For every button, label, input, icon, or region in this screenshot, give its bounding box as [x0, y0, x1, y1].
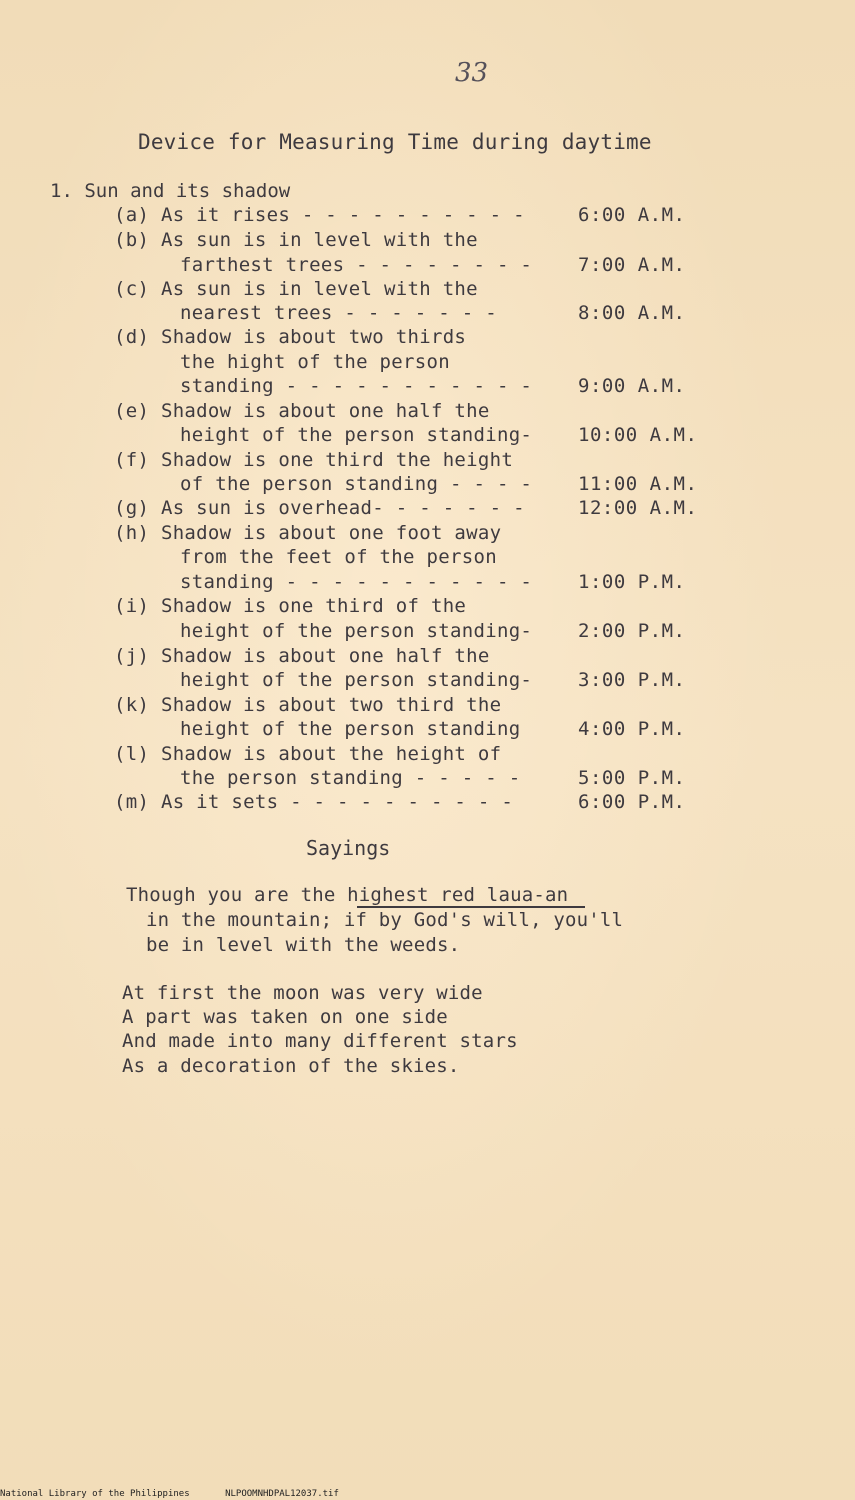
entry-time: 8:00 A.M. — [578, 302, 686, 324]
entry-description: (e) Shadow is about one half the — [114, 400, 490, 422]
entry-time: 10:00 A.M. — [578, 424, 698, 446]
saying-1-line: Though you are the highest red laua-an — [126, 884, 569, 906]
footer-filename: NLPOOMNHDPAL12037.tif — [225, 1489, 339, 1499]
saying-2-line: At first the moon was very wide — [122, 982, 483, 1004]
saying-1-line: be in level with the weeds. — [146, 934, 461, 956]
entry-description-continued: standing - - - - - - - - - - - — [180, 571, 533, 593]
entry-description-continued: nearest trees - - - - - - - — [180, 302, 497, 324]
entry-description: (f) Shadow is one third the height — [114, 449, 514, 471]
saying-2-line: As a decoration of the skies. — [122, 1055, 460, 1077]
entry-description: (l) Shadow is about the height of — [114, 743, 502, 765]
saying-2-line: And made into many different stars — [122, 1030, 518, 1052]
entry-description: (h) Shadow is about one foot away — [114, 522, 502, 544]
sayings-heading: Sayings — [306, 836, 391, 860]
entry-description-continued: height of the person standing — [180, 718, 521, 740]
entry-time: 7:00 A.M. — [578, 254, 686, 276]
entry-description: (j) Shadow is about one half the — [114, 645, 490, 667]
entry-description: (a) As it rises - - - - - - - - - - — [114, 204, 525, 226]
entry-time: 9:00 A.M. — [578, 375, 686, 397]
entry-description: (b) As sun is in level with the — [114, 229, 478, 251]
entry-description: (c) As sun is in level with the — [114, 278, 478, 300]
saying-1-line: in the mountain; if by God's will, you'll — [146, 909, 624, 931]
entry-description-continued: height of the person standing- — [180, 424, 533, 446]
entry-description-continued: the hight of the person — [180, 351, 450, 373]
page-number: 33 — [455, 58, 489, 88]
entry-time: 2:00 P.M. — [578, 620, 686, 642]
entry-description-continued: height of the person standing- — [180, 620, 533, 642]
entry-time: 5:00 P.M. — [578, 767, 686, 789]
entry-description-continued: of the person standing - - - - — [180, 473, 533, 495]
entry-time: 6:00 P.M. — [578, 791, 686, 813]
page-title: Device for Measuring Time during daytime — [138, 130, 652, 154]
entry-description-continued: the person standing - - - - - — [180, 767, 521, 789]
entry-description: (d) Shadow is about two thirds — [114, 326, 467, 348]
section-heading: 1. Sun and its shadow — [50, 180, 291, 202]
entry-time: 12:00 A.M. — [578, 497, 698, 519]
entry-time: 4:00 P.M. — [578, 718, 686, 740]
handwritten-underline — [357, 906, 585, 908]
entry-time: 1:00 P.M. — [578, 571, 686, 593]
entry-description: (i) Shadow is one third of the — [114, 595, 467, 617]
saying-2-line: A part was taken on one side — [122, 1006, 448, 1028]
entry-time: 11:00 A.M. — [578, 473, 698, 495]
entry-time: 6:00 A.M. — [578, 204, 686, 226]
footer — [0, 1489, 339, 1499]
entry-description-continued: standing - - - - - - - - - - - — [180, 375, 533, 397]
entry-time: 3:00 P.M. — [578, 669, 686, 691]
entry-description: (m) As it sets - - - - - - - - - - — [114, 791, 514, 813]
entry-description-continued: farthest trees - - - - - - - - — [180, 254, 533, 276]
entry-description: (k) Shadow is about two third the — [114, 694, 502, 716]
footer-library: National Library of the Philippines — [0, 1489, 190, 1499]
entry-description-continued: from the feet of the person — [180, 546, 497, 568]
entry-description: (g) As sun is overhead- - - - - - - — [114, 497, 525, 519]
entry-description-continued: height of the person standing- — [180, 669, 533, 691]
